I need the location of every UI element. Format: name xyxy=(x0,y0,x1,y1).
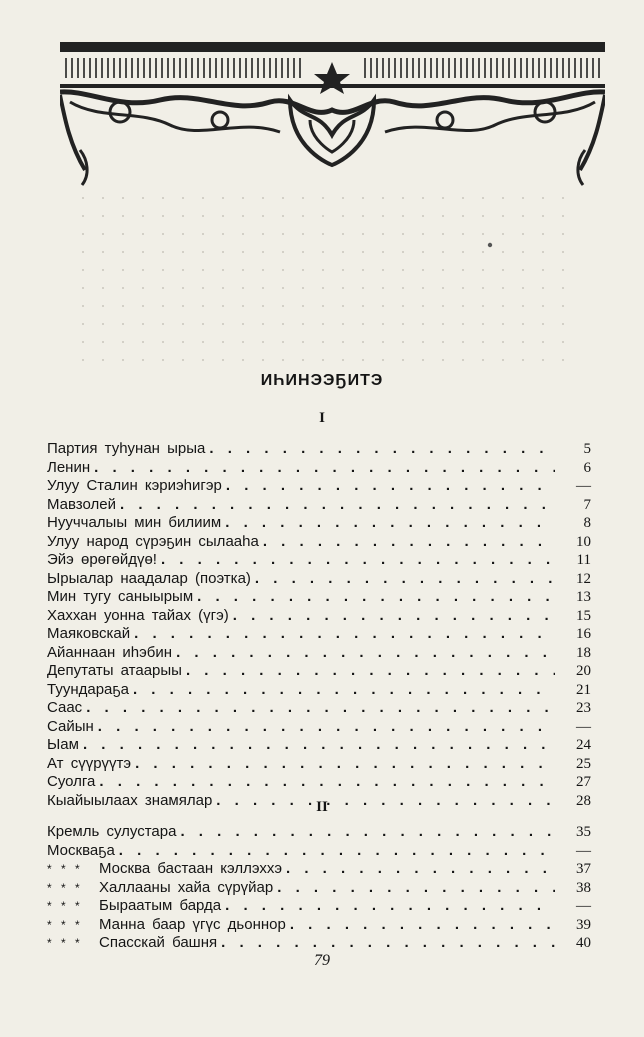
entry-title: Улуу народ сүрэҕин сылааһа xyxy=(47,532,259,550)
dot-leader xyxy=(161,551,555,570)
entry-title: Ыам xyxy=(47,736,79,753)
toc-entry xyxy=(47,823,591,842)
entry-title: Саас xyxy=(47,699,83,716)
entry-title: Кыайыылаах знамялар xyxy=(47,791,213,809)
entry-page: — xyxy=(576,842,591,859)
entry-page: — xyxy=(576,898,591,914)
faint-dot-pattern xyxy=(80,195,580,365)
entry-page: 11 xyxy=(576,552,591,568)
dot-leader xyxy=(186,662,555,681)
entry-title: Айаннаан иһэбин xyxy=(47,643,173,661)
entry-title: Москваҕа xyxy=(47,841,115,859)
toc-entry xyxy=(47,644,591,663)
dot-leader xyxy=(94,459,555,478)
decorative-header-ornament xyxy=(60,40,605,190)
entry-page: — xyxy=(576,478,591,494)
entry-page: 6 xyxy=(583,459,591,476)
entry-page: 35 xyxy=(576,824,591,840)
entry-page: 28 xyxy=(576,792,591,809)
entry-page: 21 xyxy=(576,681,591,698)
toc-entry xyxy=(47,934,591,953)
entry-page: 38 xyxy=(576,879,591,896)
entry-title: Партия туһунан ырыа xyxy=(47,440,206,457)
entry-title: Манна баар үгүс дьоннор xyxy=(99,915,286,933)
entry-title: Мавзолей xyxy=(47,495,117,513)
entry-title: Эйэ өрөгөйдүө! xyxy=(47,551,157,568)
entry-page: 7 xyxy=(583,496,591,513)
entry-page: 18 xyxy=(576,644,591,661)
dot-leader xyxy=(209,440,555,459)
entry-page: 37 xyxy=(576,861,591,877)
dot-leader xyxy=(99,773,555,792)
entry-title: Халлааны хайа сүрүйар xyxy=(99,878,274,896)
toc-entry xyxy=(47,773,591,792)
toc-entry xyxy=(47,736,591,755)
entry-page: 40 xyxy=(576,935,591,951)
toc-entry xyxy=(47,662,591,681)
asterism: * * * xyxy=(47,899,83,913)
toc-entry xyxy=(47,755,591,774)
entry-title: Ленин xyxy=(47,458,91,476)
toc-entry xyxy=(47,607,591,626)
dot-leader xyxy=(135,755,555,774)
entry-title: Кремль сулустара xyxy=(47,823,177,840)
dot-leader xyxy=(83,736,555,755)
entry-page: 20 xyxy=(576,663,591,679)
toc-entry xyxy=(47,699,591,718)
dot-leader xyxy=(221,934,555,953)
dot-leader xyxy=(120,496,555,515)
asterism: * * * xyxy=(47,880,83,895)
dot-leader xyxy=(226,477,555,496)
entry-title: Спасскай башня xyxy=(99,934,218,951)
entry-page: 27 xyxy=(576,774,591,790)
toc-entry xyxy=(47,570,591,589)
toc-entry xyxy=(47,440,591,459)
dot-leader xyxy=(134,625,555,644)
toc-entry xyxy=(47,588,591,607)
entry-page: 15 xyxy=(576,607,591,624)
dot-leader xyxy=(98,718,555,737)
entry-title: Сайын xyxy=(47,717,94,735)
toc-entry xyxy=(47,916,591,935)
entry-page: 5 xyxy=(583,441,591,457)
toc-entry xyxy=(47,533,591,552)
dot-leader xyxy=(180,823,555,842)
toc-entry xyxy=(47,625,591,644)
dot-leader xyxy=(197,588,555,607)
asterism: * * * xyxy=(47,862,83,876)
entry-page: 12 xyxy=(576,570,591,587)
entry-title: Ырыалар наадалар (поэтка) xyxy=(47,569,251,587)
dot-leader xyxy=(286,860,555,879)
entry-page: 23 xyxy=(576,700,591,716)
toc-entry xyxy=(47,551,591,570)
entry-title: Хаххан уонна тайах (үгэ) xyxy=(47,606,229,624)
entry-title: Ат сүүрүүтэ xyxy=(47,754,132,772)
toc-entry xyxy=(47,860,591,879)
dot-leader xyxy=(225,897,555,916)
toc-section-1 xyxy=(47,440,591,810)
entry-page: 39 xyxy=(576,916,591,933)
toc-entry xyxy=(47,681,591,700)
entry-title: Маяковскай xyxy=(47,625,131,642)
dot-leader xyxy=(290,916,555,935)
section-numeral-2: II xyxy=(316,799,328,815)
page-title: ИҺИНЭЭҔИТЭ xyxy=(260,372,384,389)
dot-leader xyxy=(277,879,555,898)
toc-entry xyxy=(47,718,591,737)
dot-leader xyxy=(133,681,555,700)
dot-leader xyxy=(176,644,555,663)
asterism: * * * xyxy=(47,936,83,950)
entry-title: Депутаты атаарыы xyxy=(47,662,182,679)
dot-leader xyxy=(119,842,555,861)
entry-title: Нууччалыы мин билиим xyxy=(47,514,222,531)
entry-title: Суолга xyxy=(47,773,96,790)
page-number: 79 xyxy=(314,952,330,969)
entry-page: 24 xyxy=(576,737,591,753)
toc-section-2 xyxy=(47,823,591,953)
toc-entry xyxy=(47,459,591,478)
dot-leader xyxy=(255,570,555,589)
entry-page: 10 xyxy=(576,533,591,550)
toc-entry xyxy=(47,842,591,861)
dot-leader xyxy=(263,533,555,552)
dot-leader xyxy=(86,699,555,718)
section-numeral-1: I xyxy=(319,410,325,426)
entry-title: Улуу Сталин кэриэһигэр xyxy=(47,477,222,494)
toc-entry xyxy=(47,897,591,916)
toc-entry xyxy=(47,514,591,533)
toc-entry xyxy=(47,477,591,496)
entry-page: — xyxy=(576,718,591,735)
entry-page: 13 xyxy=(576,589,591,605)
dot-leader xyxy=(233,607,555,626)
entry-title: Мин тугу саныырым xyxy=(47,588,194,605)
toc-entry xyxy=(47,496,591,515)
toc-entry xyxy=(47,879,591,898)
entry-title: Москва бастаан кэллэххэ xyxy=(99,860,283,877)
entry-title: Туундараҕа xyxy=(47,680,129,698)
entry-title: Быраатым барда xyxy=(99,897,222,914)
dot-leader xyxy=(225,514,555,533)
entry-page: 8 xyxy=(583,515,591,531)
entry-page: 16 xyxy=(576,626,591,642)
entry-page: 25 xyxy=(576,755,591,772)
asterism: * * * xyxy=(47,917,83,932)
